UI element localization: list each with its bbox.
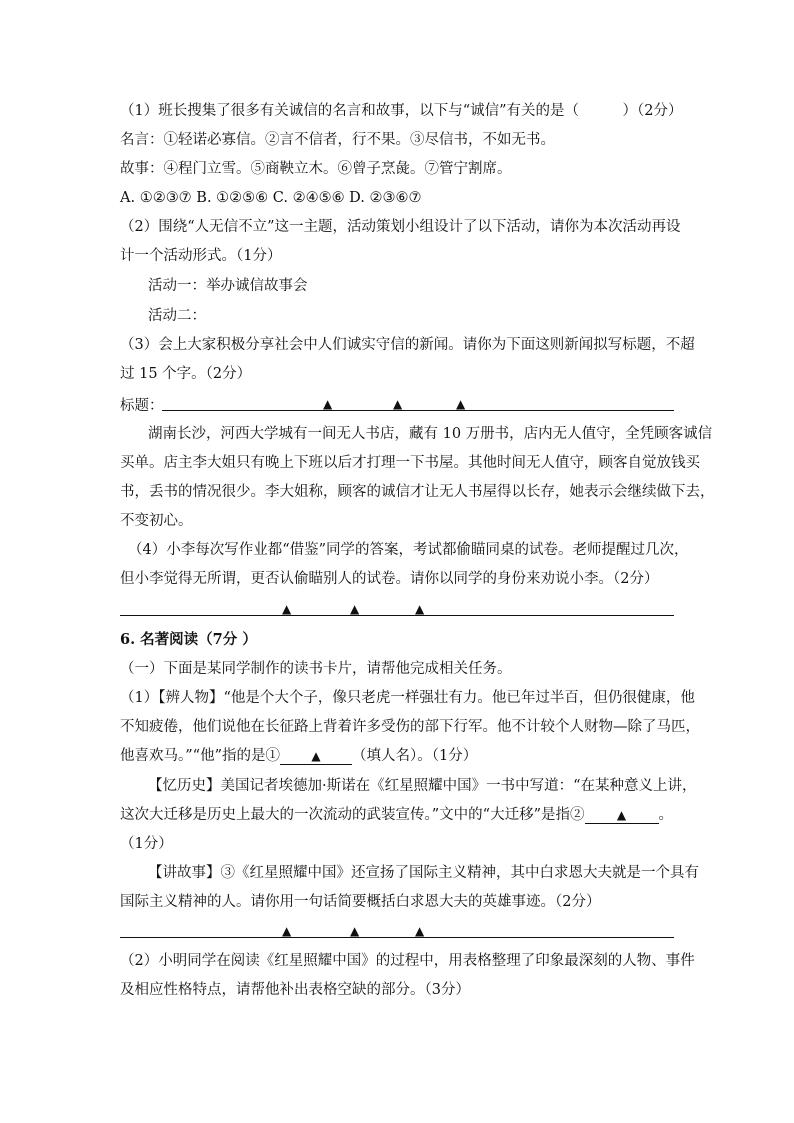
part2-line2: 及相应性格特点，请帮他补出表格空缺的部分。（3分）	[120, 982, 470, 998]
answer-blank-1[interactable]	[280, 748, 352, 765]
q4-answer-line[interactable]	[120, 614, 674, 616]
triangle-marker: ▲	[311, 749, 321, 763]
section6-heading: 6. 名著阅读（7分 ）	[120, 631, 257, 648]
jianggushi-answer-line[interactable]	[120, 936, 674, 938]
yilishi-line2-tail: 。	[658, 807, 673, 823]
triangle-marker: ▲	[323, 397, 333, 411]
triangle-marker: ▲	[350, 924, 360, 938]
q1-options: A. ①②③⑦ B. ①②⑤⑥ C. ②④⑤⑥ D. ②③⑥⑦	[120, 190, 422, 206]
triangle-marker: ▲	[282, 924, 292, 938]
activity-one: 活动一：举办诚信故事会	[148, 278, 308, 294]
title-label: 标题：	[120, 398, 164, 414]
bianrenwu-line3	[120, 746, 477, 766]
jianggushi-line2: 国际主义精神的人。请你用一句话简要概括白求恩大夫的英雄事迹。（2分）	[120, 894, 601, 910]
q4-stem-line2: 但小李觉得无所谓，更否认偷瞄别人的试卷。请你以同学的身份来劝说小李。（2分）	[120, 571, 659, 587]
triangle-marker: ▲	[393, 397, 403, 411]
part1-intro: （一）下面是某同学制作的读书卡片，请帮他完成相关任务。	[120, 661, 512, 677]
triangle-marker: ▲	[282, 602, 292, 616]
news-line3: 书，丢书的情况很少。李大姐称，顾客的诚信才让无人书屋得以长存，她表示会继续做下去，	[120, 484, 715, 500]
triangle-marker: ▲	[456, 397, 466, 411]
bianrenwu-line3-text: 他喜欢马。”“他”指的是①	[120, 748, 280, 764]
bianrenwu-line2: 不知疲倦，他们说他在长征路上背着许多受伤的部下行军。他不计较个人财物—除了马匹，	[120, 719, 700, 735]
yilishi-line2-text: 这次大迁移是历史上最大的一次流动的武装宣传。”文中的“大迁移”是指②	[120, 807, 585, 823]
q4-stem-line1: （4）小李每次写作业都“借鉴”同学的答案，考试都偷瞄同桌的试卷。老师提醒过几次，	[128, 542, 689, 558]
part2-line1: （2）小明同学在阅读《红星照耀中国》的过程中，用表格整理了印象最深刻的人物、事件	[120, 953, 695, 969]
q2-stem-line2: 计一个活动形式。（1分）	[120, 248, 282, 264]
bianrenwu-line3-tail: （填人名）。（1分）	[352, 748, 478, 764]
answer-blank-2[interactable]	[585, 807, 659, 824]
yilishi-score: （1分）	[120, 836, 173, 852]
news-line2: 买单。店主李大姐只有晚上下班以后才打理一下书屋。其他时间无人值守，顾客自觉放钱买	[120, 455, 700, 471]
triangle-marker: ▲	[350, 602, 360, 616]
triangle-marker: ▲	[616, 808, 627, 822]
yilishi-line1: 【忆历史】美国记者埃德加·斯诺在《红星照耀中国》一书中写道：“在某种意义上讲，	[148, 778, 697, 794]
activity-two: 活动二：	[148, 308, 206, 324]
news-line1: 湖南长沙，河西大学城有一间无人书店，藏有 10 万册书，店内无人值守，全凭顾客诚信	[148, 426, 713, 442]
q3-stem-line1: （3）会上大家积极分享社会中人们诚实守信的新闻。请你为下面这则新闻拟写标题，不超	[120, 337, 695, 353]
bianrenwu-line1: （1）【辨人物】“他是个大个子，像只老虎一样强壮有力。他已年过半百，但仍很健康，他	[120, 690, 695, 706]
yilishi-line2	[120, 805, 673, 825]
q1-gushi: 故事：④程门立雪。⑤商鞅立木。⑥曾子烹彘。⑦管宁割席。	[120, 161, 512, 177]
q1-stem: （1）班长搜集了很多有关诚信的名言和故事，以下与“诚信”有关的是（ ）（2分）	[120, 103, 683, 119]
jianggushi-line1: 【讲故事】③《红星照耀中国》还宣扬了国际主义精神，其中白求恩大夫就是一个具有	[148, 865, 699, 881]
triangle-marker: ▲	[415, 602, 425, 616]
q1-mingyan: 名言：①轻诺必寡信。②言不信者，行不果。③尽信书，不如无书。	[120, 132, 555, 148]
title-answer-line[interactable]	[162, 409, 674, 411]
q2-stem-line1: （2）围绕“人无信不立”这一主题，活动策划小组设计了以下活动，请你为本次活动再设	[120, 219, 681, 235]
news-line4: 不变初心。	[120, 513, 193, 529]
q3-stem-line2: 过 15 个字。（2分）	[120, 366, 252, 382]
triangle-marker: ▲	[415, 924, 425, 938]
